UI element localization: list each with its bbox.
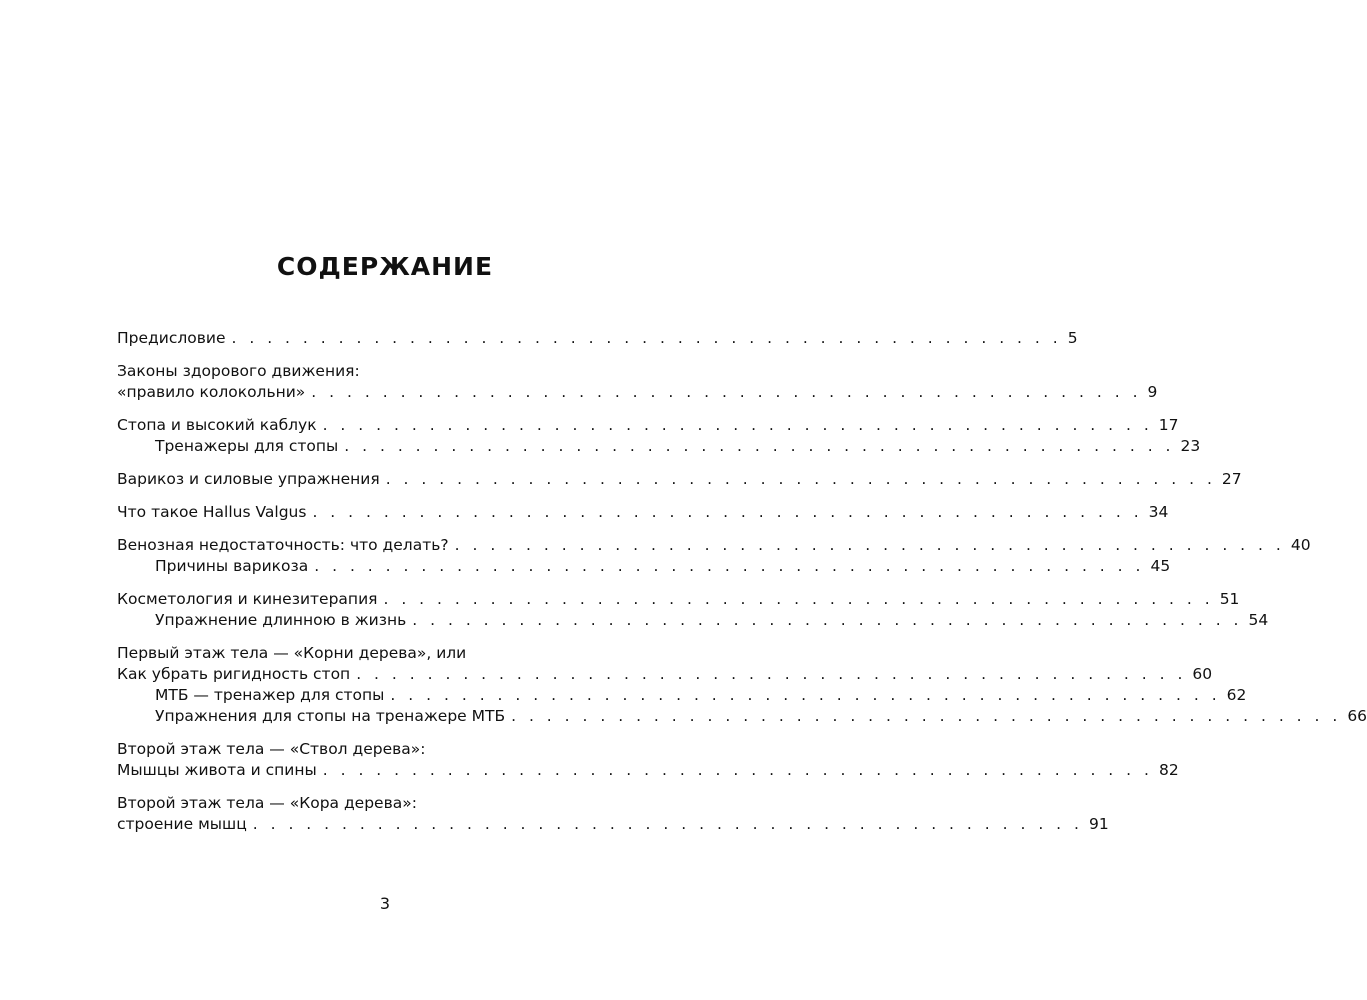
toc-subentry-title: МТБ — тренажер для стопы [155, 686, 385, 704]
toc-leader-dots: . . . . . . . . . . . . . . . . . . . . . . . . . . . . . . . . . . . . . . . . . . . . . . . [385, 470, 1216, 488]
toc-leader-dots: . . . . . . . . . . . . . . . . . . . . . . . . . . . . . . . . . . . . . . . . . . . . . . . [390, 686, 1221, 704]
toc-leader-dots: . . . . . . . . . . . . . . . . . . . . . . . . . . . . . . . . . . . . . . . . . . . . . . . [311, 383, 1142, 401]
toc-subline [117, 556, 1171, 577]
toc-line [117, 739, 652, 760]
toc-leader-dots: . . . . . . . . . . . . . . . . . . . . . . . . . . . . . . . . . . . . . . . . . . . . . . . [252, 815, 1083, 833]
toc-entry-title: Косметология и кинезитерапия [117, 590, 378, 608]
toc-entry [117, 361, 1158, 403]
toc-entry [117, 793, 1109, 835]
toc-page-number: 5 [1067, 329, 1078, 347]
toc-page-number: 91 [1088, 815, 1109, 833]
toc-entry-title: Как убрать ригидность стоп [117, 665, 351, 683]
toc-entry-title: Второй этаж тела — «Ствол дерева»: [117, 740, 426, 758]
toc-line [117, 814, 1109, 835]
toc-entry-title: строение мышц [117, 815, 247, 833]
toc-leader-dots: . . . . . . . . . . . . . . . . . . . . . . . . . . . . . . . . . . . . . . . . . . . . . . . [322, 416, 1153, 434]
toc-line [117, 535, 1311, 556]
toc-leader-dots: . . . . . . . . . . . . . . . . . . . . . . . . . . . . . . . . . . . . . . . . . . . . . . . [511, 707, 1342, 725]
toc-page-number: 40 [1290, 536, 1311, 554]
toc-leader-dots: . . . . . . . . . . . . . . . . . . . . . . . . . . . . . . . . . . . . . . . . . . . . . . . [412, 611, 1243, 629]
toc-entry [117, 328, 1078, 349]
toc-entry-title: Законы здорового движения: [117, 362, 360, 380]
toc-line [117, 382, 1158, 403]
toc-entry [117, 415, 1201, 457]
toc-line [117, 760, 1179, 781]
toc-subentry-title: Тренажеры для стопы [155, 437, 339, 455]
toc-page-number: 45 [1150, 557, 1171, 575]
toc-line [117, 664, 1213, 685]
toc-entry-title: Венозная недостаточность: что делать? [117, 536, 449, 554]
toc-entry [117, 469, 1242, 490]
page-title: СОДЕРЖАНИЕ [276, 252, 494, 281]
toc-line [117, 469, 1242, 490]
toc-subline [117, 436, 1201, 457]
toc-entry-title: Второй этаж тела — «Кора дерева»: [117, 794, 417, 812]
table-of-contents [117, 328, 1367, 847]
toc-page-number: 34 [1148, 503, 1169, 521]
toc-page-number: 66 [1347, 707, 1367, 725]
toc-subentry-title: Причины варикоза [155, 557, 309, 575]
toc-entry [117, 643, 1367, 727]
toc-line [117, 793, 652, 814]
toc-leader-dots: . . . . . . . . . . . . . . . . . . . . . . . . . . . . . . . . . . . . . . . . . . . . . . . [383, 590, 1214, 608]
toc-line [117, 415, 1179, 436]
toc-line [117, 361, 652, 382]
toc-entry [117, 739, 1179, 781]
toc-entry-title: Мышцы живота и спины [117, 761, 317, 779]
toc-line [117, 589, 1240, 610]
toc-entry-title: Предисловие [117, 329, 226, 347]
toc-page-number: 82 [1158, 761, 1179, 779]
toc-subline [117, 685, 1247, 706]
toc-leader-dots: . . . . . . . . . . . . . . . . . . . . . . . . . . . . . . . . . . . . . . . . . . . . . . . [231, 329, 1062, 347]
toc-subentry-title: Упражнение длинною в жизнь [155, 611, 407, 629]
toc-line [117, 502, 1169, 523]
toc-line [117, 643, 652, 664]
toc-leader-dots: . . . . . . . . . . . . . . . . . . . . . . . . . . . . . . . . . . . . . . . . . . . . . . . [454, 536, 1285, 554]
page-folio-number: 3 [379, 894, 391, 913]
toc-entry-title: Варикоз и силовые упражнения [117, 470, 380, 488]
toc-entry [117, 502, 1169, 523]
toc-entry-title: Что такое Hallus Valgus [117, 503, 307, 521]
toc-page-number: 62 [1226, 686, 1247, 704]
toc-entry [117, 535, 1311, 577]
toc-leader-dots: . . . . . . . . . . . . . . . . . . . . . . . . . . . . . . . . . . . . . . . . . . . . . . . [314, 557, 1145, 575]
toc-leader-dots: . . . . . . . . . . . . . . . . . . . . . . . . . . . . . . . . . . . . . . . . . . . . . . . [322, 761, 1153, 779]
toc-subline [117, 610, 1269, 631]
toc-line [117, 328, 1078, 349]
toc-page-number: 27 [1221, 470, 1242, 488]
toc-page-number: 9 [1147, 383, 1158, 401]
toc-subline [117, 706, 1367, 727]
toc-page-number: 51 [1219, 590, 1240, 608]
toc-page-number: 17 [1158, 416, 1179, 434]
toc-page-number: 54 [1248, 611, 1269, 629]
toc-leader-dots: . . . . . . . . . . . . . . . . . . . . . . . . . . . . . . . . . . . . . . . . . . . . . . . [344, 437, 1175, 455]
toc-entry-title: Стопа и высокий каблук [117, 416, 317, 434]
toc-leader-dots: . . . . . . . . . . . . . . . . . . . . . . . . . . . . . . . . . . . . . . . . . . . . . . . [356, 665, 1187, 683]
toc-subentry-title: Упражнения для стопы на тренажере МТБ [155, 707, 506, 725]
toc-entry-title: «правило колокольни» [117, 383, 306, 401]
toc-entry [117, 589, 1269, 631]
toc-leader-dots: . . . . . . . . . . . . . . . . . . . . . . . . . . . . . . . . . . . . . . . . . . . . . . . [312, 503, 1143, 521]
toc-page-number: 23 [1180, 437, 1201, 455]
toc-page-number: 60 [1192, 665, 1213, 683]
toc-entry-title: Первый этаж тела — «Корни дерева», или [117, 644, 467, 662]
